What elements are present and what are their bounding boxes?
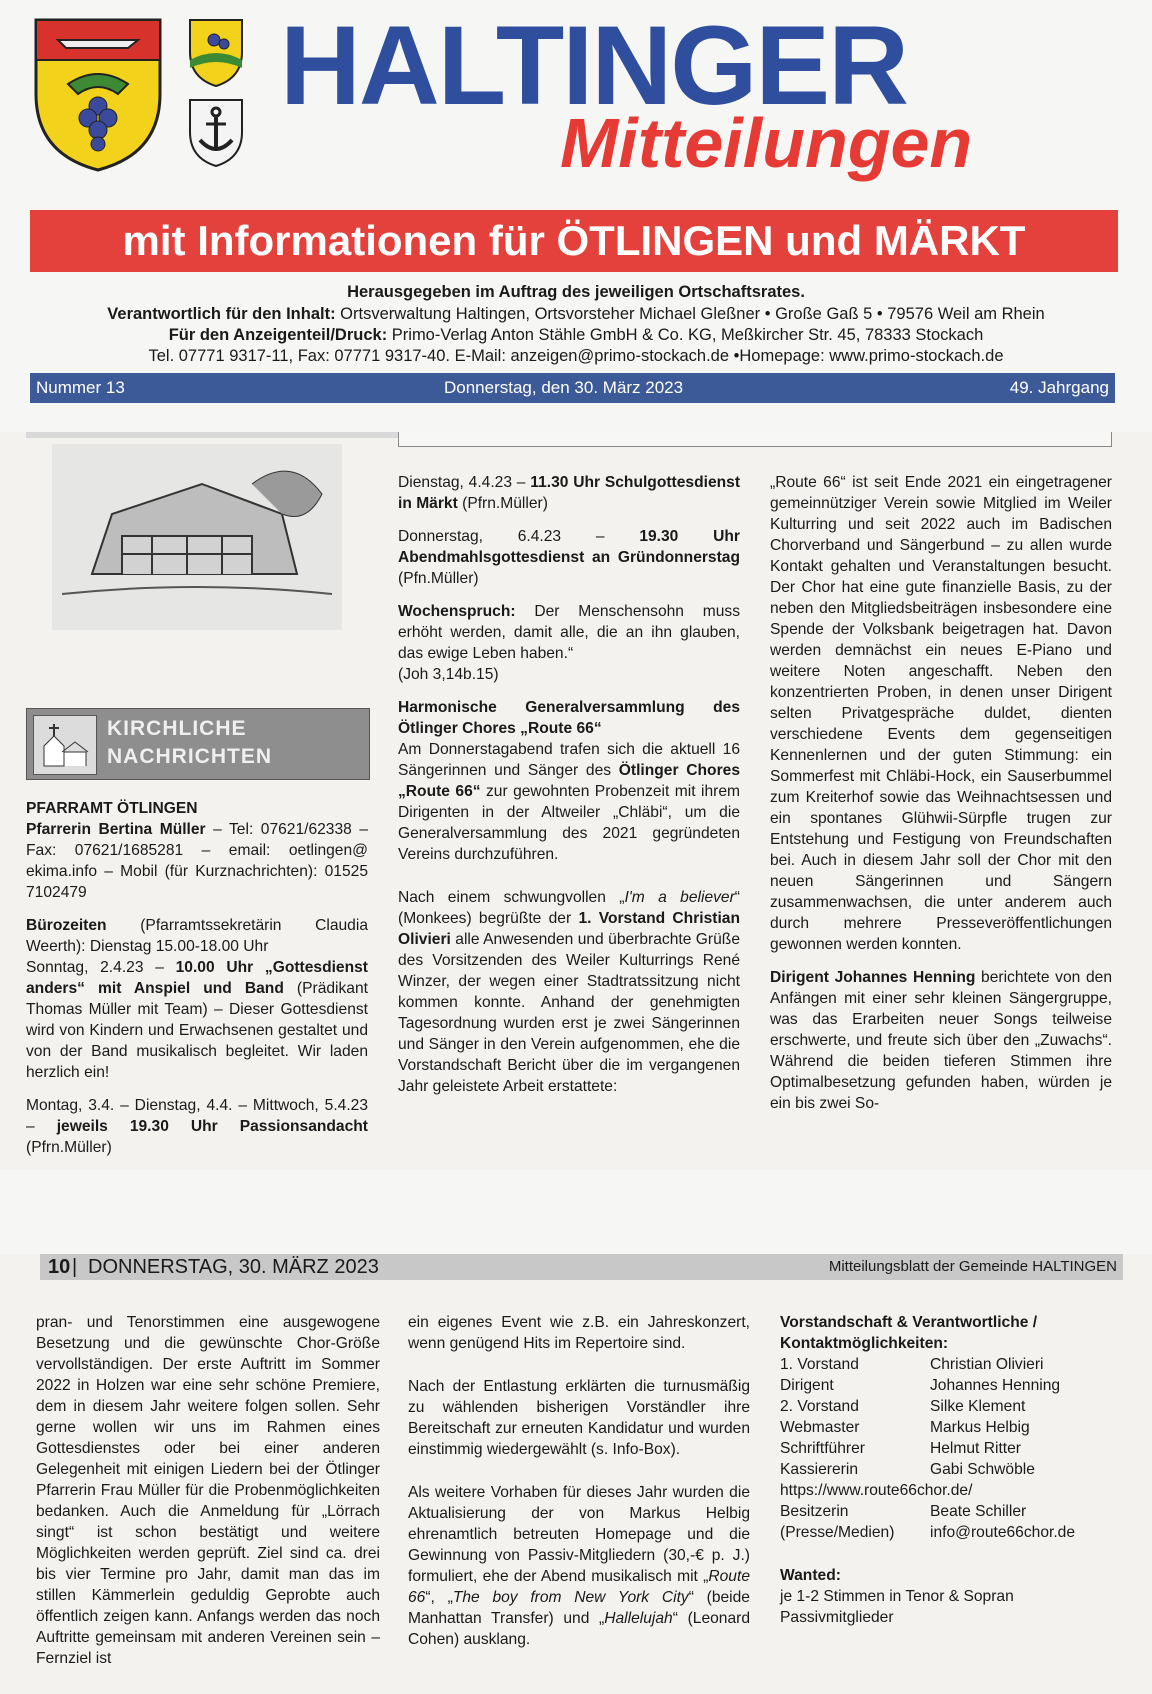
print-line: Für den Anzeigenteil/Druck: Primo-Verlag Anton Stähle GmbH & Co. KG, Meßkircher Str. 45, 78333 Stockach: [168, 326, 984, 344]
role-row: [780, 1417, 1116, 1438]
article-p6: ein eigenes Event wie z.B. ein Jahreskonzert, wenn genügend Hits im Repertoire sind.: [408, 1314, 750, 1352]
church-icon: [33, 715, 97, 775]
section-header-kirchliche-nachrichten: [26, 708, 370, 780]
haltingen-coat-of-arms-icon: [28, 14, 168, 174]
info-box: [780, 1312, 1116, 1628]
wanted-heading: Wanted:: [780, 1567, 841, 1584]
page-divider: |: [72, 1256, 78, 1278]
role-name: Helmut Ritter: [930, 1440, 1021, 1457]
issue-date: Donnerstag, den 30. März 2023: [444, 378, 684, 397]
footer-date: DONNERSTAG, 30. MÄRZ 2023: [88, 1256, 379, 1278]
section-title-line1: KIRCHLICHE: [107, 717, 247, 740]
role-label: Webmaster: [780, 1419, 860, 1436]
page-number: 10: [48, 1256, 71, 1278]
role-row: Besitzerin Beate Schiller: [780, 1503, 1027, 1520]
publisher-line: Herausgegeben im Auftrag des jeweiligen Ortschaftsrates.: [347, 283, 805, 301]
article-p3: „Route 66“ ist seit Ende 2021 ein eingetragener gemeinnütziger Verein sowie Mitglied im Weiler Kulturring und seit 2022 auch im Badischen Chorverband und Sängerbund – zu allen wurde Kontakt gehalten und Veranstaltungen besucht. Der Chor hat eine gute finanzielle Basis, zu der neben den Mitgliedsbeiträgen insbesondere eine Spende der Volksbank beigetragen hat. Davon werden demnächst ein neues E-Piano und weitere Noten angeschafft. Neben den konzentrierten Proben, in denen unser Dirigent selten Privatgespräche duldet, dienten verschiedene Events dem gegenseitigen Kennenlernen und der guten Stimmung: ein Sommerfest mit Chläbi-Hock, ein Sauserbummel zum Kreiterhof sowie das Weihnachtsessen und ein spontanes Glühwii-Sürpfle trugen zur Entstehung und Festigung von Freundschaften bei. Auch in diesem Jahr soll der Chor mit den neuen Sängerinnen und Sängern zusammenwachsen, die unter anderem auch durch mehrere Presseveröffentlichungen gewonnen werden konnten.: [770, 474, 1112, 953]
roles-list: [780, 1354, 1116, 1480]
role-row: [780, 1396, 1116, 1417]
role-label: Schriftführer: [780, 1440, 865, 1457]
page-gap: [0, 1170, 1152, 1254]
role-row: (Presse/Medien) info@route66chor.de: [780, 1524, 1076, 1541]
column-1: [26, 798, 368, 1170]
section-title-line2: NACHRICHTEN: [107, 745, 272, 768]
info-box-heading: Vorstandschaft & Verantwortliche / Kontaktmöglichkeiten:: [780, 1314, 1038, 1352]
article-p4: Dirigent Johannes Henning berichtete von den Anfängen mit einer sehr kleinen Sängergruppe, was das Erarbeiten neuer Songs teilweise erschwerte, und freute sich über den „Zuwachs“. Während die beiden tieferen Stimmen ihre Optimalbesetzung gefunden haben, würden je ein bis zwei So-: [770, 969, 1113, 1112]
role-label: Dirigent: [780, 1377, 834, 1394]
buerozeiten: Bürozeiten (Pfarramtssekretärin Claudia Weerth): Dienstag 15.00-18.00 Uhr: [26, 917, 368, 955]
role-row: [780, 1375, 1116, 1396]
sonntag-gottesdienst: Sonntag, 2.4.23 – 10.00 Uhr „Gottesdienst anders“ mit Anspiel und Band (Prädikant Thomas Müller mit Team) – Dieser Gottesdienst wird von Kindern und Erwachsenen gestaltet und von der Band musikalisch begleitet. Wir laden herzlich ein!: [26, 959, 368, 1081]
article-heading: Harmonische Generalversammlung des Ötlinger Chores „Route 66“: [398, 699, 740, 737]
wanted-item: Passivmitglieder: [780, 1609, 894, 1626]
newspaper-title: HALTINGER: [280, 3, 907, 128]
wochenspruch: Wochenspruch: Der Menschensohn muss erhöht werden, damit alle, die an ihn glauben, das ewige Leben haben.“ (Joh 3,14b.15): [398, 603, 740, 683]
column-4: [36, 1312, 380, 1681]
role-row: [780, 1354, 1116, 1375]
masthead-red-band: mit Informationen für ÖTLINGEN und MÄRKT: [30, 210, 1118, 272]
wanted-item: je 1-2 Stimmen in Tenor & Sopran: [780, 1588, 1014, 1605]
pfarramt-heading: PFARRAMT ÖTLINGEN: [26, 800, 198, 817]
column-2: [398, 472, 740, 1109]
abendmahl: Donnerstag, 6.4.23 – 19.30 Uhr Abendmahlsgottesdienst an Gründonnerstag (Pfn.Müller): [398, 528, 740, 587]
page-footer-bar: [40, 1254, 1123, 1280]
responsible-line: Verantwortlich für den Inhalt: Ortsverwaltung Haltingen, Ortsvorsteher Michael Gleßner • Große Gaß 5 • 79576 Weil am Rhein: [107, 305, 1045, 323]
oetlingen-coat-of-arms-icon: [186, 16, 246, 88]
role-name: Christian Olivieri: [930, 1356, 1044, 1373]
passionsandacht: Montag, 3.4. – Dienstag, 4.4. – Mittwoch, 5.4.23 – jeweils 19.30 Uhr Passionsandacht (Pfrn.Müller): [26, 1097, 368, 1156]
role-row: [780, 1459, 1116, 1480]
maerkt-coat-of-arms-icon: [186, 96, 246, 168]
issue-band: [30, 373, 1115, 403]
website-url: https://www.route66chor.de/: [780, 1482, 973, 1499]
ad-box-edge: [398, 432, 1112, 447]
article-p5: pran- und Tenorstimmen eine ausgewogene Besetzung und die gewünschte Chor-Größe vervollständigen. Der erste Auftritt im Sommer 2022 in Holzen war eine sehr schöne Premiere, dem in diesem Jahr weitere folgen sollen. Sehr gerne wollen wir uns im Rahmen eines Gottesdienstes oder bei einer anderen Gelegenheit mit einigen Liedern bei der Ötlinger Pfarrerin Frau Müller für die Probenmöglichkeiten bedanken. Auch die Anmeldung für „Lörrach singt“ ist schon bestätigt und weitere Möglichkeiten werden geprüft. Ziel sind ca. drei bis vier Termine pro Jahr, damit man das im stillen Kämmerlein geduldig Geprobte auch öffentlich zeigen kann. Anfangs werden das noch Auftritte gemeinsam mit anderen Vereinen sein – Fernziel ist: [36, 1314, 380, 1667]
column-5: [408, 1312, 750, 1662]
role-name: Silke Klement: [930, 1398, 1026, 1415]
issue-volume: 49. Jahrgang: [1009, 378, 1109, 397]
contact-line: Tel. 07771 9317-11, Fax: 07771 9317-40. E-Mail: anzeigen@primo-stockach.de •Homepage: www.primo-stockach.de: [148, 347, 1004, 365]
footer-title: Mitteilungsblatt der Gemeinde HALTINGEN: [828, 1258, 1117, 1275]
article-p2: Nach einem schwungvollen „I'm a believer“ (Monkees) begrüßte der 1. Vorstand Christian Olivieri alle Anwesenden und überbrachte Grüße des Vorsitzenden des Weiler Kulturrings René Winzer, der wegen einer Stadtratssitzung nicht kommen konnte. Anhand der genehmigten Tagesordnung wurden erst je zwei Sängerinnen und Sänger in den Verein aufgenommen, ehe die Vorstandschaft Bericht über die im vergangenen Jahr geleistete Arbeit erstattete:: [398, 889, 740, 1095]
article-p7: Nach der Entlastung erklärten die turnusmäßig zu wählenden bisherigen Vorständler ihre Bereitschaft zur erneuten Kandidatur und wurden einstimmig wiedergewählt (s. Info-Box).: [408, 1378, 750, 1458]
article-p1: Am Donnerstagabend trafen sich die aktuell 16 Sängerinnen und Sänger des Ötlinger Chores „Route 66“ zur gewohnten Probenzeit mit ihrem Dirigenten in der Altweiler „Chläbi“, um die Generalversammlung des 2021 gegründeten Vereins durchzuführen.: [398, 741, 740, 863]
role-row: [780, 1438, 1116, 1459]
newspaper-subtitle: Mitteilungen: [560, 104, 973, 182]
article-p8: Als weitere Vorhaben für dieses Jahr wurden die Aktualisierung der von Markus Helbig ehrenamtlich betreuten Homepage und die Gewinnung von Passiv-Mitgliedern (30,-€ p. J.) formuliert, ehe der Abend musikalisch mit „Route 66“, „The boy from New York City“ (beide Manhattan Transfer) und „Hallelujah“ (Leonard Cohen) ausklang.: [408, 1484, 750, 1648]
role-label: Kassiererin: [780, 1461, 858, 1478]
role-name: Johannes Henning: [930, 1377, 1061, 1394]
role-label: 2. Vorstand: [780, 1398, 859, 1415]
schulgottesdienst: Dienstag, 4.4.23 – 11.30 Uhr Schulgottesdienst in Märkt (Pfrn.Müller): [398, 474, 741, 512]
issue-number: Nummer 13: [36, 378, 125, 397]
half-timbered-house-sketch: [52, 444, 342, 630]
pfarramt-contact: Pfarrerin Bertina Müller – Tel: 07621/62338 – Fax: 07621/1685281 – email: oetlingen@ ekima.info – Mobil (für Kurznachrichten): 01525 7102479: [26, 821, 368, 901]
role-label: 1. Vorstand: [780, 1356, 859, 1373]
role-name: Markus Helbig: [930, 1419, 1030, 1436]
column-3: [770, 472, 1112, 1126]
role-name: Gabi Schwöble: [930, 1461, 1035, 1478]
